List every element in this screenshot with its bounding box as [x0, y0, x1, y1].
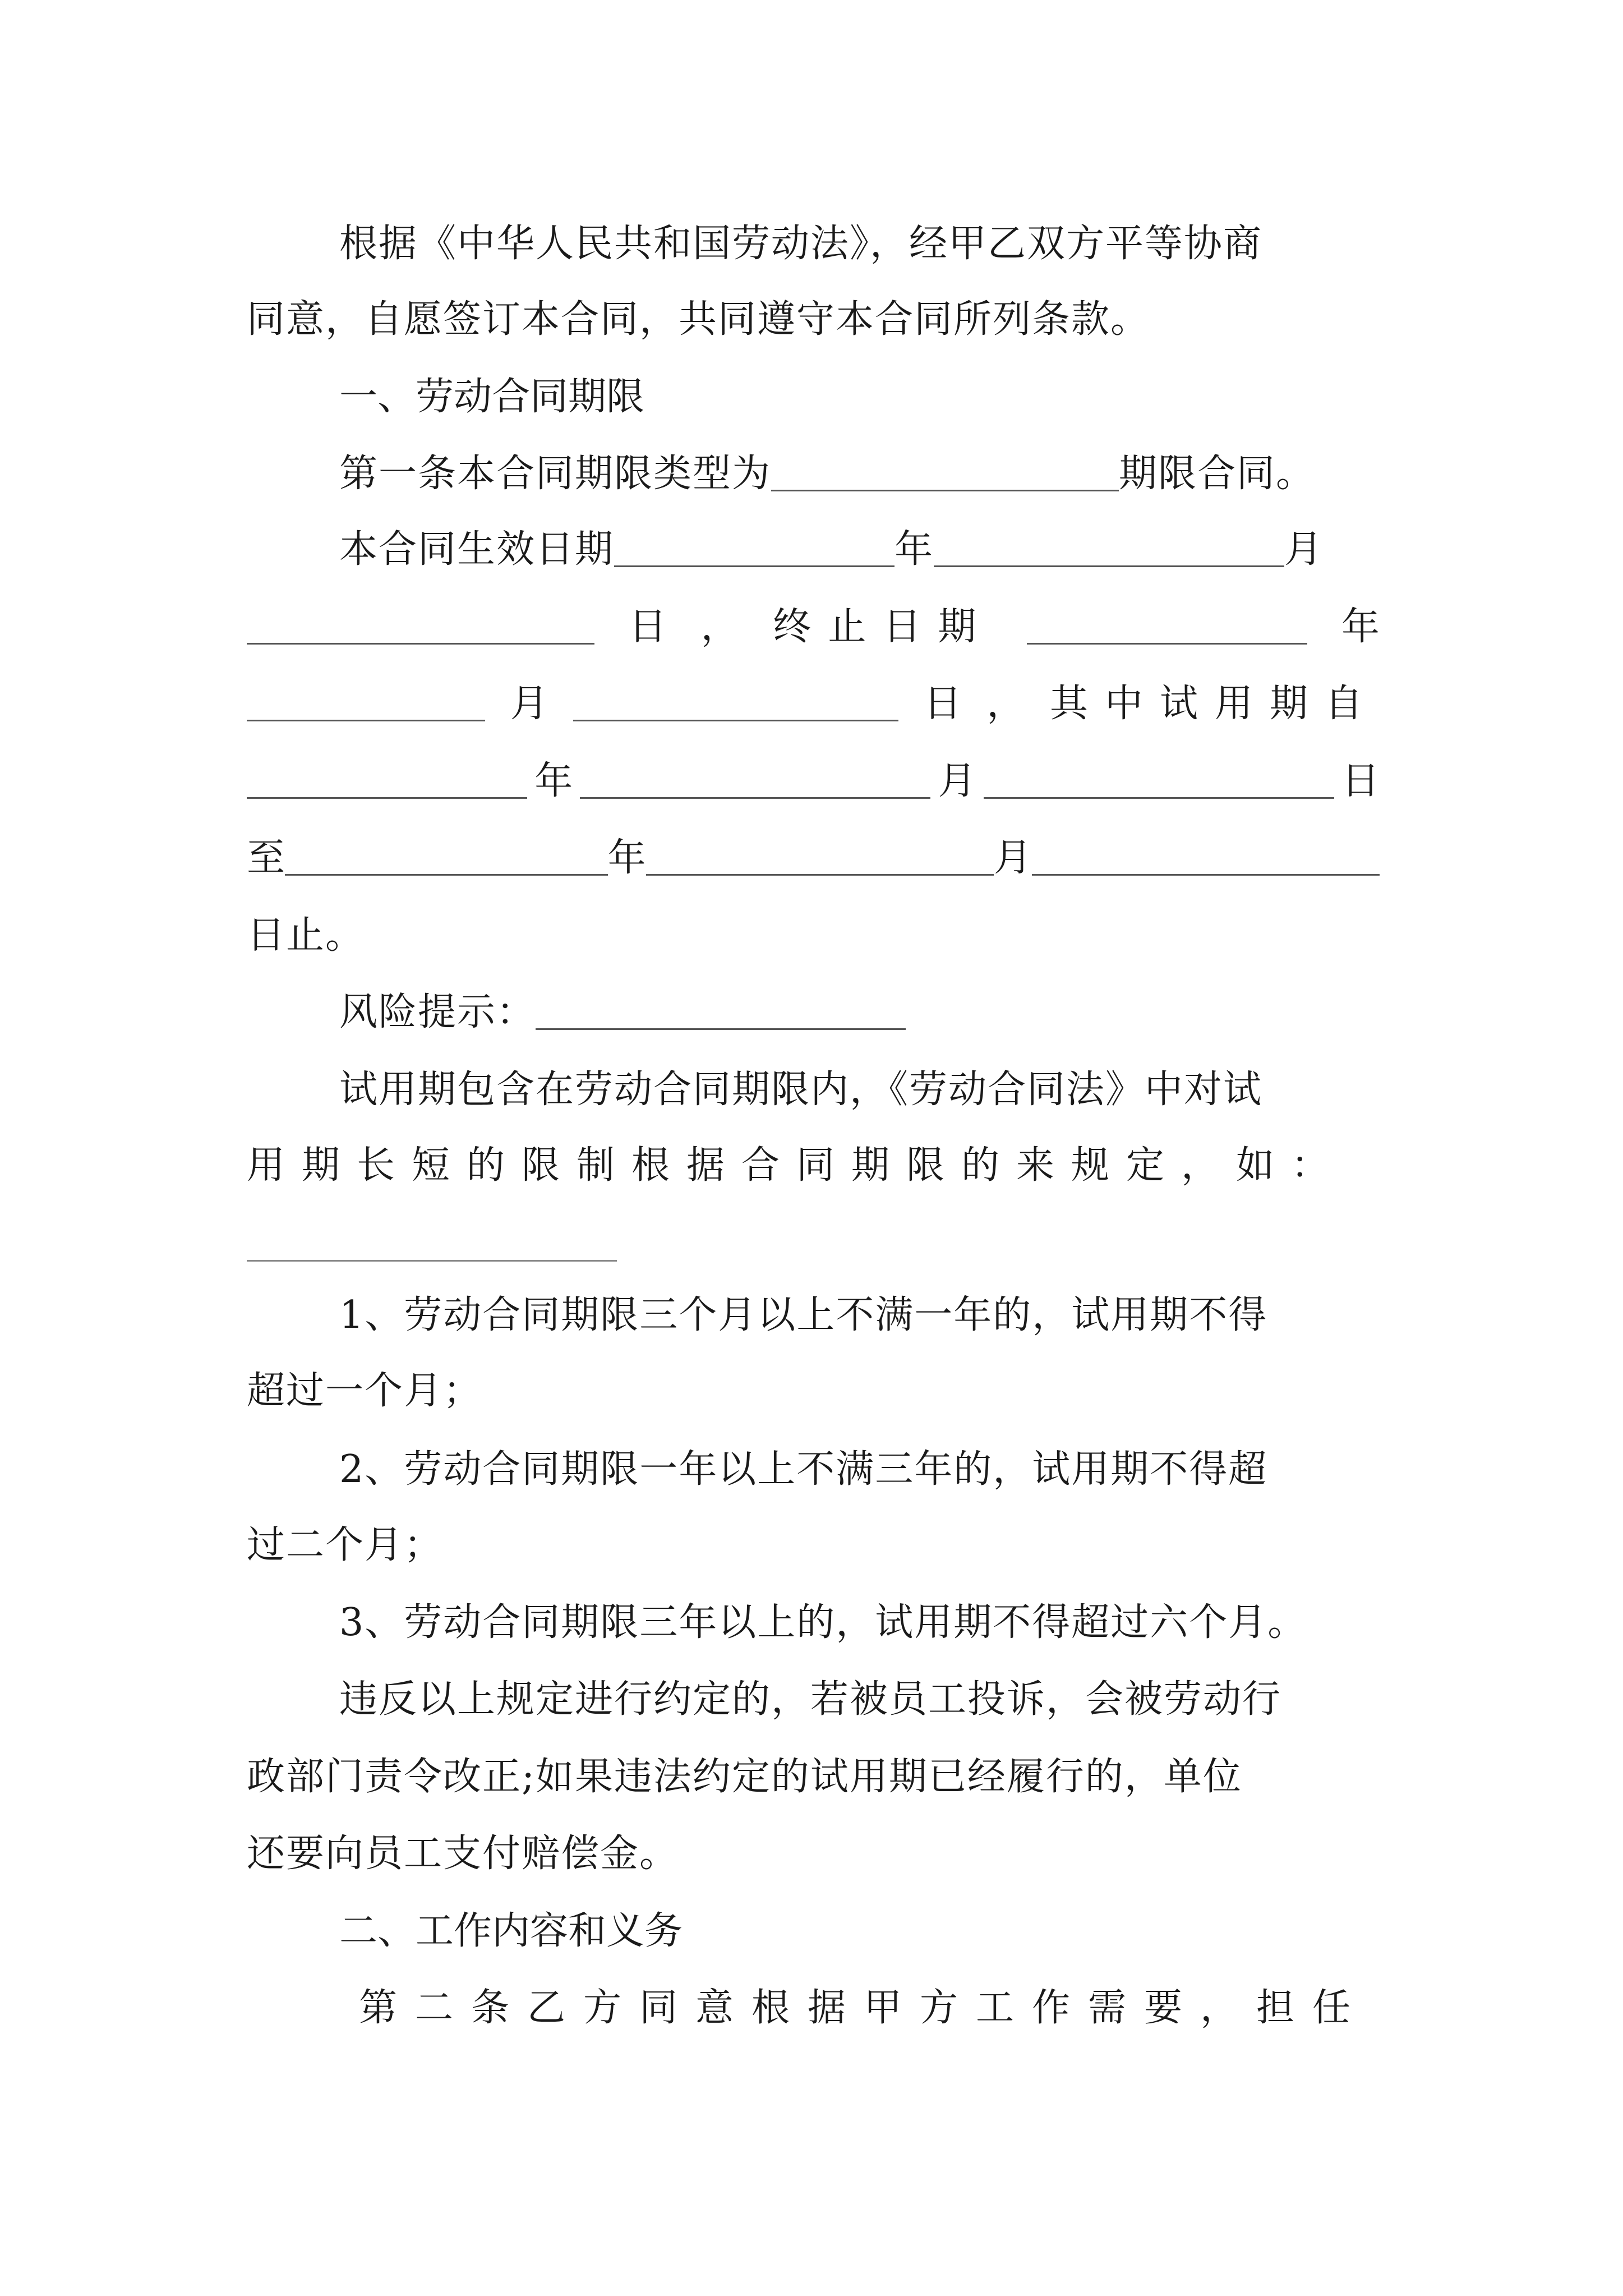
effective-month-blank[interactable]: [934, 533, 1284, 567]
probation-start-year-blank[interactable]: [247, 765, 527, 799]
comma: ，: [986, 682, 1025, 726]
year-label: 年: [607, 836, 646, 880]
until-text: 日止。: [247, 913, 365, 958]
probation-blank-line: [247, 1216, 1380, 1272]
contract-type-blank[interactable]: [771, 457, 1119, 491]
year-label: 年: [895, 527, 934, 572]
day-label: 日: [628, 605, 667, 649]
month-label: 月: [510, 682, 548, 726]
rule-2-line-2: 过二个月；: [247, 1523, 444, 1567]
probation-end-month-blank[interactable]: [646, 841, 994, 876]
to-label: 至: [247, 836, 285, 880]
probation-text-line-1: 试用期包含在劳动合同期限内，《劳动合同法》中对试: [339, 1068, 1263, 1112]
day-label: 日: [1341, 759, 1380, 803]
probation-start-month-blank[interactable]: [580, 765, 930, 799]
probation-label: 其中试用期自: [1049, 682, 1380, 726]
month-label: 月: [938, 759, 976, 803]
termination-month-blank[interactable]: [247, 687, 485, 721]
rule-2-line-1: 2、劳动合同期限一年以上不满三年的，试用期不得超: [339, 1447, 1268, 1492]
article-1-suffix: 期限合同。: [1119, 452, 1316, 496]
termination-year-blank[interactable]: [1027, 610, 1307, 645]
section-2-heading: 二、工作内容和义务: [339, 1909, 683, 1953]
effective-year-blank[interactable]: [614, 533, 895, 567]
effective-date-line: [339, 522, 1380, 578]
probation-end-date-line: [247, 830, 1380, 886]
year-label: 年: [1341, 605, 1380, 649]
article-1-prefix: 第一条本合同期限类型为: [339, 452, 772, 496]
article-1-line: [339, 446, 1380, 502]
probation-end-year-blank[interactable]: [285, 841, 608, 876]
comma: ，: [700, 605, 739, 649]
probation-start-day-blank[interactable]: [984, 765, 1334, 799]
termination-day-blank[interactable]: [573, 687, 898, 721]
risk-blank[interactable]: [536, 996, 906, 1030]
probation-text-line-2: 用期长短的限制根据合同期限的来规定，如：: [247, 1143, 1347, 1188]
article-2-line: 第二条乙方同意根据甲方工作需要，担任: [359, 1986, 1369, 2030]
month-label: 月: [993, 836, 1032, 880]
termination-label: 终止日期: [773, 605, 993, 649]
violation-line-2: 政部门责令改正;如果违法约定的试用期已经履行的，单位: [247, 1755, 1242, 1799]
intro-line-1: 根据《中华人民共和国劳动法》，经甲乙双方平等协商: [339, 222, 1263, 266]
intro-line-2: 同意，自愿签订本合同，共同遵守本合同所列条款。: [247, 297, 1150, 342]
risk-label: 风险提示：: [339, 990, 536, 1034]
rule-1-line-2: 超过一个月；: [247, 1369, 483, 1413]
day-label: 日: [923, 682, 962, 726]
violation-line-3: 还要向员工支付赔偿金。: [247, 1832, 679, 1876]
year-label: 年: [534, 759, 573, 803]
probation-blank[interactable]: [247, 1227, 617, 1262]
rule-3-line-1: 3、劳动合同期限三年以上的，试用期不得超过六个月。: [339, 1600, 1307, 1645]
violation-line-1: 违反以上规定进行约定的，若被员工投诉，会被劳动行: [339, 1677, 1282, 1722]
effective-date-label: 本合同生效日期: [339, 527, 615, 572]
probation-start-date-line: [247, 753, 1380, 809]
probation-end-day-blank[interactable]: [1032, 841, 1380, 876]
section-1-heading: 一、劳动合同期限: [339, 375, 645, 419]
risk-notice-line: [339, 984, 1380, 1041]
month-label: 月: [1284, 527, 1324, 572]
probation-start-line: [247, 676, 1380, 732]
rule-1-line-1: 1、劳动合同期限三个月以上不满一年的，试用期不得: [339, 1293, 1268, 1337]
termination-date-line: [247, 599, 1380, 655]
effective-day-blank[interactable]: [247, 610, 594, 645]
